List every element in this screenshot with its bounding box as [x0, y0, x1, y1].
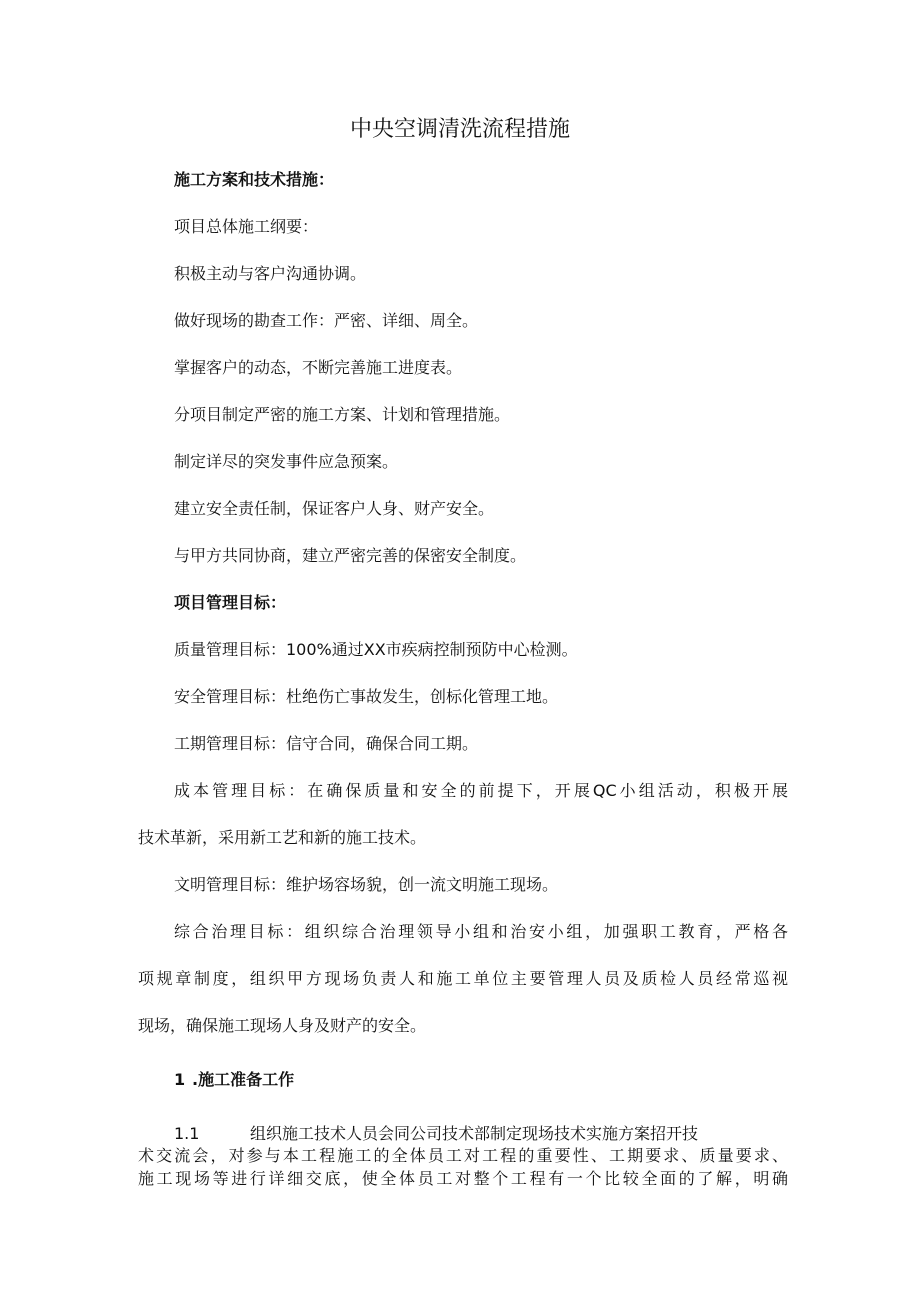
goal-comprehensive-line1: 综合治理目标：组织综合治理领导小组和治安小组，加强职工教育，严格各	[174, 922, 788, 941]
goal-comprehensive-line2: 项规章制度，组织甲方现场负责人和施工单位主要管理人员及质检人员经常巡视	[138, 969, 788, 988]
outline-heading: 项目总体施工纲要：	[174, 217, 319, 236]
section-prep-heading	[174, 1067, 294, 1093]
goal-comprehensive-line3: 现场，确保施工现场人身及财产的安全。	[138, 1016, 427, 1035]
plan-item: 与甲方共同协商，建立严密完善的保密安全制度。	[174, 546, 527, 565]
plan-item: 掌握客户的动态，不断完善施工进度表。	[174, 358, 463, 377]
goal-civil: 文明管理目标：维护场容场貌，创一流文明施工现场。	[174, 875, 559, 894]
section-plan-heading: 施工方案和技术措施：	[174, 170, 335, 189]
goal-safety: 安全管理目标：杜绝伤亡事故发生，创标化管理工地。	[174, 687, 559, 706]
prep-sub-number: 1.1	[174, 1124, 200, 1143]
prep-sub-line2: 术交流会，对参与本工程施工的全体员工对工程的重要性、工期要求、质量要求、	[138, 1146, 788, 1165]
section-prep-title: .施工准备工作	[192, 1070, 295, 1089]
section-prep-number: 1	[174, 1070, 186, 1089]
goal-cost-line1: 成本管理目标：在确保质量和安全的前提下，开展QC小组活动，积极开展	[174, 781, 788, 800]
goal-schedule: 工期管理目标：信守合同，确保合同工期。	[174, 734, 479, 753]
prep-sub-line3: 施工现场等进行详细交底，使全体员工对整个工程有一个比较全面的了解，明确	[138, 1169, 788, 1188]
prep-sub-line1: 组织施工技术人员会同公司技术部制定现场技术实施方案招开技	[250, 1124, 699, 1143]
section-goals-heading: 项目管理目标：	[174, 593, 287, 612]
plan-item: 做好现场的勘查工作：严密、详细、周全。	[174, 311, 479, 330]
plan-item: 分项目制定严密的施工方案、计划和管理措施。	[174, 405, 511, 424]
document-title: 中央空调清洗流程措施	[349, 117, 570, 142]
goal-cost-line2: 技术革新，采用新工艺和新的施工技术。	[138, 828, 427, 847]
plan-item: 制定详尽的突发事件应急预案。	[174, 452, 399, 471]
plan-item: 积极主动与客户沟通协调。	[174, 264, 367, 283]
goal-quality: 质量管理目标：100%通过XX市疾病控制预防中心检测。	[174, 640, 578, 659]
plan-item: 建立安全责任制，保证客户人身、财产安全。	[174, 499, 495, 518]
